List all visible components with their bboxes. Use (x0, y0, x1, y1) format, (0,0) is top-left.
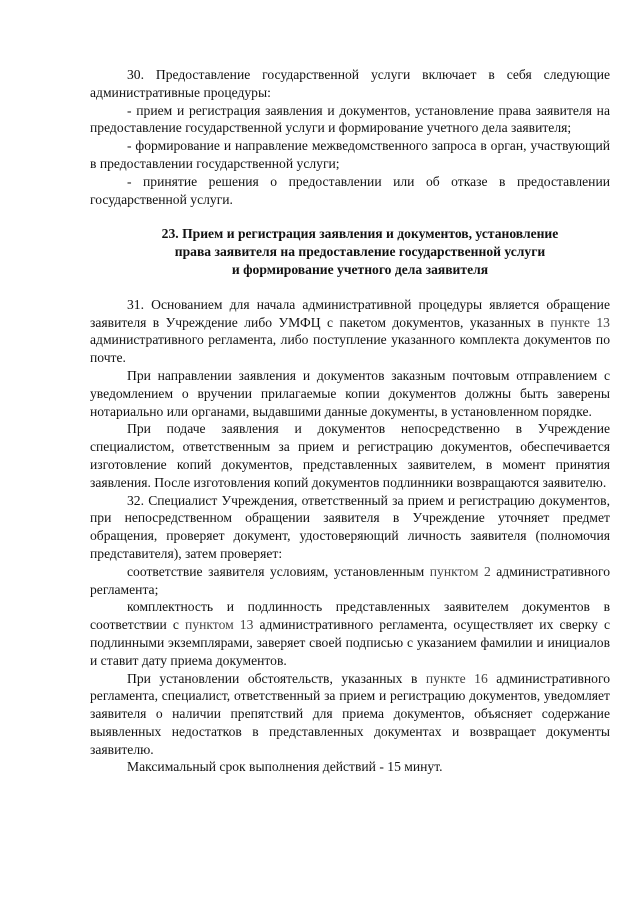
paragraph-direct-submission: При подаче заявления и документов непосредственно в Учреждение специалистом, ответственным за прием и регистрацию документов, обеспечивается изготовление копий документов, представленных заявителем, в момент принятия заявления. После изготовления копий документов подлинники возвращаются заявителю. (90, 421, 610, 490)
section-heading-23 (90, 225, 610, 278)
link-item-16[interactable]: пункте 16 (425, 670, 488, 686)
list-item-decision: - принятие решения о предоставлении или об отказе в предоставлении государственной услуги. (90, 173, 610, 207)
paragraph-30: 30. Предоставление государственной услуги включает в себя следующие административные процедуры: (90, 67, 610, 100)
paragraph-31: 31. Основанием для начала административной процедуры является обращение заявителя в Учреждение либо УМФЦ с пакетом документов, указанных в пункте 13 административного регламента, либо поступление указанного комплекта документов по почте. (90, 296, 610, 366)
list-item-reception: - прием и регистрация заявления и документов, установление права заявителя на предоставление государственной услуги и формирование учетного дела заявителя; (90, 102, 610, 136)
paragraph-max-time: Максимальный срок выполнения действий - 15 минут. (127, 759, 443, 775)
link-item-13-second[interactable]: пунктом 13 (185, 617, 254, 633)
link-item-2[interactable]: пунктом 2 (429, 563, 491, 579)
paragraph-circumstances: При установлении обстоятельств, указанных в пункте 16 административного регламента, специалист, ответственный за прием и регистрацию документов, уведомляет заявителя о наличии препятствий для приема документов, объясняет содержание выявленных недостатков в представленных документах и возвращает документы заявителю. (90, 670, 610, 757)
section-heading-line: права заявителя на предоставление государственной услуги (174, 244, 546, 260)
paragraph-32: 32. Специалист Учреждения, ответственный за прием и регистрацию документов, при непосредственном обращении заявителя в Учреждение уточняет предмет обращения, проверяет документ, удостоверяющий личность заявителя (полномочия представителя), затем проверяет: (90, 492, 610, 561)
paragraph-mail-submission: При направлении заявления и документов заказным почтовым отправлением с уведомлением о вручении прилагаемые копии документов должны быть заверены нотариально или органами, выдавшими данные документы, в установленном порядке. (90, 367, 610, 419)
paragraph-completeness: комплектность и подлинность представленных заявителем документов в соответствии с пунктом 13 административного регламента, осуществляет их сверку с подлинными экземплярами, заверяет своей подписью с указанием фамилии и инициалов и ставит дату приема документов. (90, 599, 610, 668)
list-item-interagency-request: - формирование и направление межведомственного запроса в орган, участвующий в предоставлении государственной услуги; (90, 138, 610, 171)
paragraph-compliance: соответствие заявителя условиям, установленным пунктом 2 административного регламента; (90, 563, 611, 597)
section-heading-line: 23. Прием и регистрация заявления и документов, установление (161, 226, 559, 242)
document-page (90, 66, 610, 776)
link-item-13[interactable]: пункте 13 (550, 314, 610, 330)
section-heading-line: и формирование учетного дела заявителя (231, 261, 489, 277)
